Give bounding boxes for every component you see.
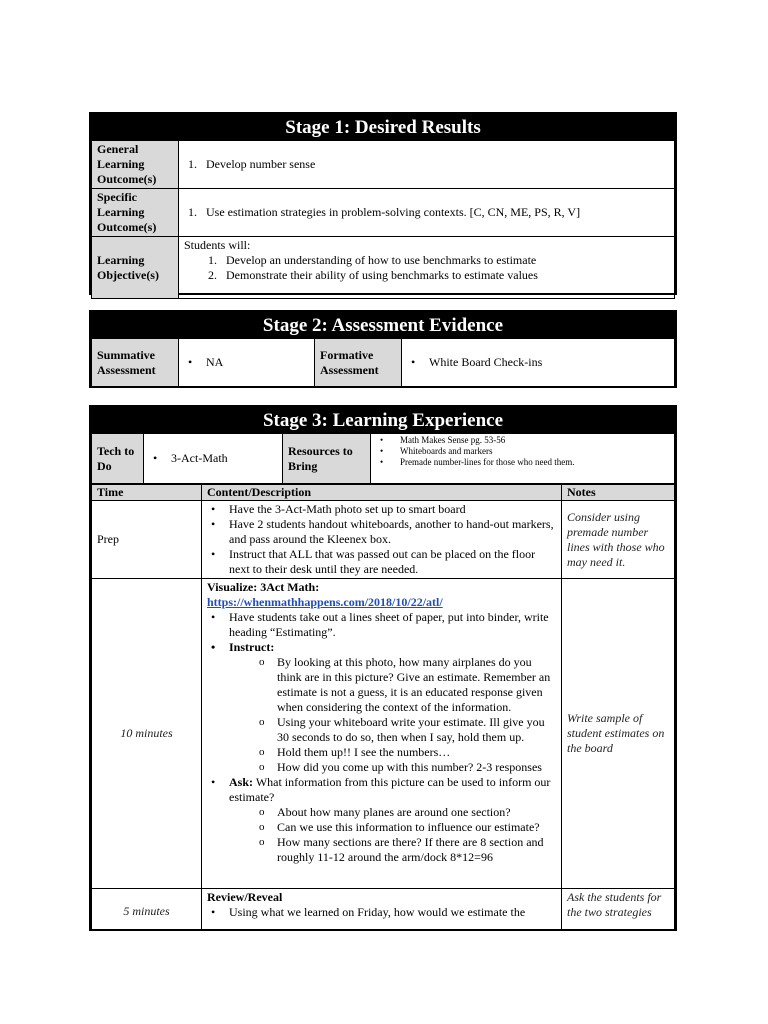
summative-label: Summative Assessment	[92, 339, 179, 387]
list-item: o Can we use this information to influence our estimate?	[207, 820, 556, 835]
list-item: • Ask: What information from this picture can be used to inform our estimate?	[207, 775, 556, 805]
list-item: o By looking at this photo, how many airplanes do you think are in this picture? Give an estimate. Remember an estimate is not a guess, it is an educated response given when considering the context of the information.	[207, 655, 556, 715]
list-item: o About how many planes are around one section?	[207, 805, 556, 820]
stage2-table	[89, 310, 677, 388]
list-item: • Using what we learned on Friday, how would we estimate the	[207, 905, 556, 920]
review-content	[202, 889, 562, 932]
col-header-notes: Notes	[562, 485, 675, 501]
list-item: 1. Develop number sense	[188, 157, 316, 171]
general-outcome-cell	[179, 141, 675, 189]
list-item: • Instruct:	[207, 640, 556, 655]
objective-intro: Students will:	[184, 238, 251, 252]
tech-label: Tech to Do	[92, 434, 144, 484]
list-item: o How many sections are there? If there are 8 section and roughly 11-12 around the arm/dock 8*12=96	[207, 835, 556, 865]
prep-note: Consider using premade number lines with those who may need it.	[562, 501, 675, 579]
list-item: 1. Use estimation strategies in problem-solving contexts. [C, CN, ME, PS, R, V]	[188, 205, 581, 219]
list-item: • Have students take out a lines sheet of paper, put into binder, write heading “Estimating”.	[207, 610, 556, 640]
main-note: Write sample of student estimates on the board	[562, 579, 675, 889]
list-item: 2. Demonstrate their ability of using benchmarks to estimate values	[208, 268, 538, 282]
stage3-title: Stage 3: Learning Experience	[91, 407, 675, 433]
prep-content	[202, 501, 562, 579]
formative-value: • White Board Check-ins	[407, 355, 669, 370]
list-item: o Using your whiteboard write your estimate. Ill give you 30 seconds to do so, then when I say, hold them up.	[207, 715, 556, 745]
specific-outcome-cell	[179, 189, 675, 237]
table-row	[92, 501, 675, 579]
general-outcome-label: General Learning Outcome(s)	[92, 141, 179, 189]
specific-outcome-label: Specific Learning Outcome(s)	[92, 189, 179, 237]
learning-objective-label: Learning Objective(s)	[92, 237, 179, 299]
main-time: 10 minutes	[92, 579, 202, 889]
list-item: • Have 2 students handout whiteboards, another to hand-out markers, and pass around the Kleenex box.	[207, 517, 556, 547]
col-header-time: Time	[92, 485, 202, 501]
stage1-title: Stage 1: Desired Results	[91, 114, 675, 140]
table-row	[92, 889, 675, 932]
review-time: 5 minutes	[92, 889, 202, 932]
list-item: • Premade number-lines for those who need them.	[376, 457, 669, 468]
activity-link[interactable]: https://whenmathhappens.com/2018/10/22/atl/	[207, 595, 443, 609]
visualize-heading: Visualize: 3Act Math:	[207, 580, 320, 594]
review-note: Ask the students for the two strategies	[562, 889, 675, 932]
list-item: 1. Develop an understanding of how to use benchmarks to estimate	[208, 253, 537, 267]
resources-label: Resources to Bring	[283, 434, 371, 484]
list-item: • Have the 3-Act-Math photo set up to smart board	[207, 502, 556, 517]
learning-objective-cell	[179, 237, 675, 299]
summative-value: • NA	[184, 355, 309, 370]
list-item: o Hold them up!! I see the numbers…	[207, 745, 556, 760]
table-row	[92, 579, 675, 889]
tech-cell	[144, 434, 283, 484]
stage1-table	[89, 112, 677, 295]
list-item: • Instruct that ALL that was passed out can be placed on the floor next to their desk until they are needed.	[207, 547, 556, 577]
list-item: o How did you come up with this number? 2-3 responses	[207, 760, 556, 775]
stage2-title: Stage 2: Assessment Evidence	[91, 312, 675, 338]
col-header-content: Content/Description	[202, 485, 562, 501]
list-item: • Whiteboards and markers	[376, 446, 669, 457]
main-content	[202, 579, 562, 889]
resources-cell	[371, 434, 675, 484]
summative-cell	[179, 339, 315, 387]
formative-label: Formative Assessment	[315, 339, 402, 387]
list-item: • Math Makes Sense pg. 53-56	[376, 435, 669, 446]
tech-value: • 3-Act-Math	[149, 451, 277, 466]
prep-time: Prep	[92, 501, 202, 579]
formative-cell	[402, 339, 675, 387]
review-heading: Review/Reveal	[207, 890, 283, 904]
stage3-table	[89, 405, 677, 931]
